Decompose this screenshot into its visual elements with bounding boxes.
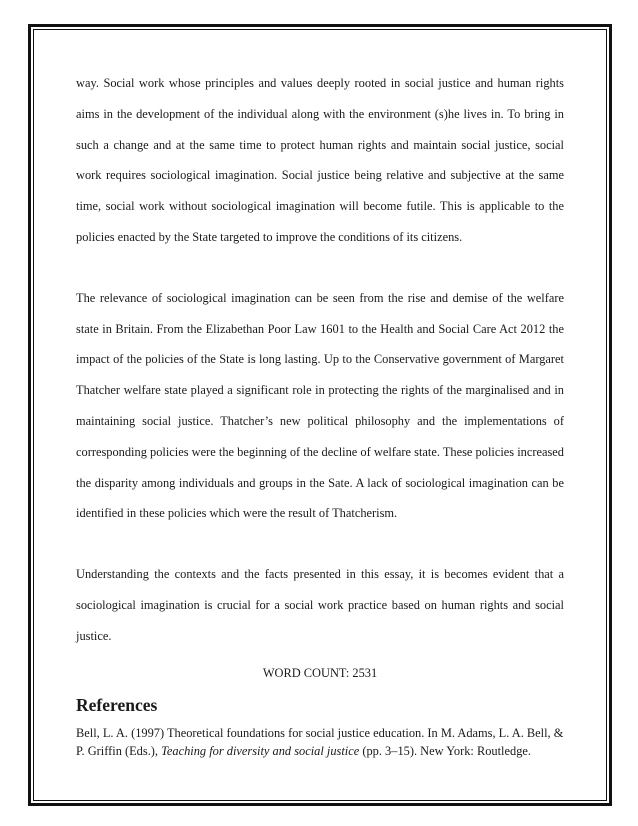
- reference-entry: [76, 724, 564, 760]
- word-count: WORD COUNT: 2531: [262, 665, 378, 680]
- paragraph-spacer: [76, 253, 564, 283]
- document-body: [76, 68, 564, 760]
- reference-text: Bell, L. A. (1997) Theoretical foundations for social justice education. In M. Adams, L. A. Bell, & P. Griffin (Eds.),: [76, 725, 564, 758]
- paragraph-spacer: [76, 529, 564, 559]
- paragraph-conclusion-1: way. Social work whose principles and values deeply rooted in social justice and human rights aims in the development of the individual along with the environment (s)he lives in. To bring in such a change and at the same time to protect human rights and maintain social justice, social work requires sociological imagination. Social justice being relative and subjective at the same time, social work without sociological imagination will become futile. This is applicable to the policies enacted by the State targeted to improve the conditions of its citizens.: [76, 76, 564, 244]
- paragraph-conclusion-2: The relevance of sociological imagination can be seen from the rise and demise of the welfare state in Britain. From the Elizabethan Poor Law 1601 to the Health and Social Care Act 2012 the impact of the policies of the State is long lasting. Up to the Conservative government of Margaret Thatcher welfare state played a significant role in protecting the rights of the marginalised and in maintaining social justice. Thatcher’s new political philosophy and the implementations of corresponding policies were the beginning of the decline of welfare state. These policies increased the disparity among individuals and groups in the Sate. A lack of sociological imagination can be identified in these policies which were the result of Thatcherism.: [76, 290, 564, 521]
- reference-text-end: (pp. 3–15). New York: Routledge.: [359, 743, 531, 758]
- paragraph-conclusion-3: Understanding the contexts and the facts presented in this essay, it is becomes evident that a sociological imagination is crucial for a social work practice based on human rights and social justice.: [76, 567, 564, 643]
- reference-title: Teaching for diversity and social justice: [161, 743, 360, 758]
- references-heading: References: [76, 694, 158, 715]
